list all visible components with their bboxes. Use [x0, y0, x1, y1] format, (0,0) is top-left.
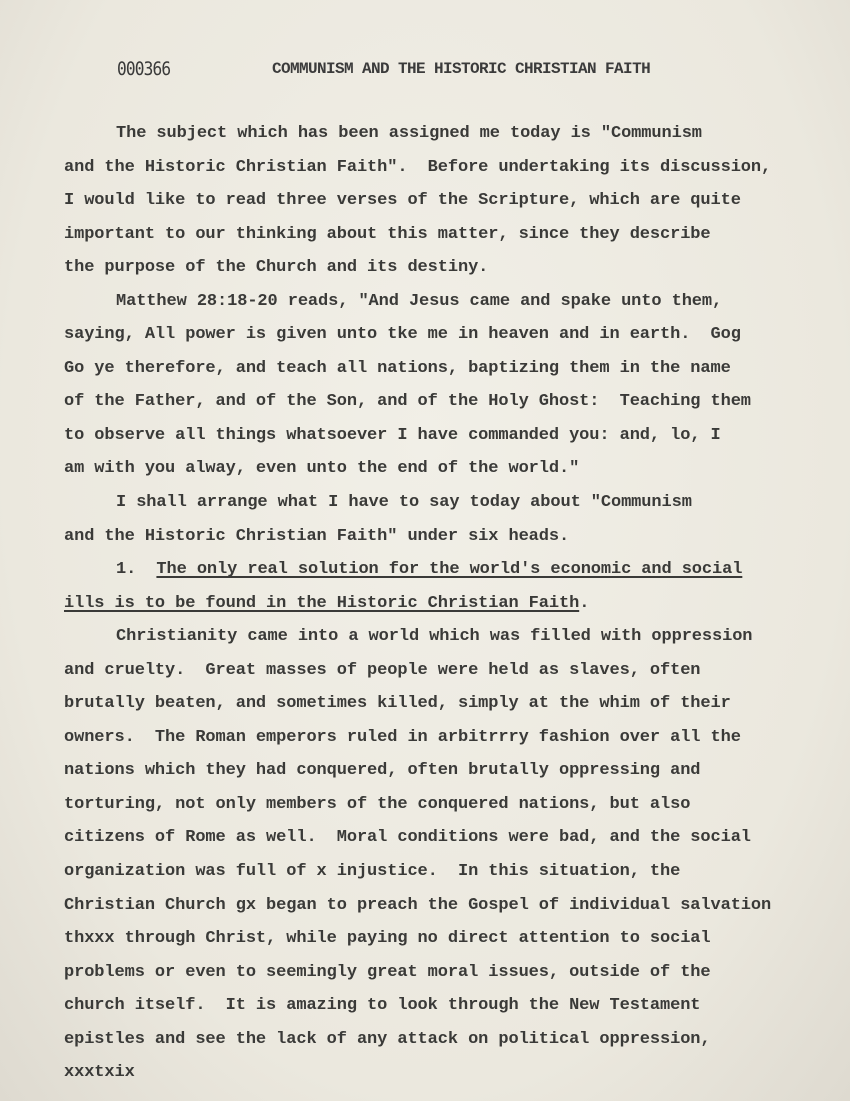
text-line	[64, 590, 824, 624]
text-line	[64, 1026, 824, 1060]
line-text: brutally beaten, and sometimes killed, simply at the whim of their	[64, 694, 731, 714]
text-line	[64, 154, 824, 188]
line-text: thxxx through Christ, while paying no direct attention to social	[64, 929, 711, 949]
line-text: I would like to read three verses of the Scripture, which are quite	[64, 191, 741, 211]
text-line	[64, 221, 824, 255]
text-line	[64, 187, 824, 221]
text-line	[64, 757, 824, 791]
text-line	[64, 925, 824, 959]
line-text: and cruelty. Great masses of people were held as slaves, often	[64, 660, 701, 680]
line-text: citizens of Rome as well. Moral conditions were bad, and the social	[64, 828, 751, 848]
line-text: epistles and see the lack of any attack on political oppression,	[64, 1029, 711, 1049]
line-text: nations which they had conquered, often brutally oppressing and	[64, 761, 701, 781]
document-title: COMMUNISM AND THE HISTORIC CHRISTIAN FAITH	[272, 60, 651, 78]
text-line	[64, 489, 824, 523]
text-line	[64, 791, 824, 825]
line-text: the purpose of the Church and its destiny.	[64, 258, 489, 278]
text-line	[64, 824, 824, 858]
text-line	[64, 355, 824, 389]
line-text: Matthew 28:18-20 reads, "And Jesus came and spake unto them,	[116, 291, 723, 311]
line-text: Go ye therefore, and teach all nations, baptizing them in the name	[64, 358, 731, 378]
text-line	[64, 254, 824, 288]
line-text: Christianity came into a world which was filled with oppression	[116, 627, 753, 647]
document-id: 000366	[117, 58, 171, 80]
line-text: owners. The Roman emperors ruled in arbitrrry fashion over all the	[64, 727, 741, 747]
line-text: problems or even to seemingly great moral issues, outside of the	[64, 962, 711, 982]
text-line	[64, 959, 824, 993]
text-line	[64, 992, 824, 1026]
line-text: am with you alway, even unto the end of the world."	[64, 459, 580, 479]
line-text: and the Historic Christian Faith". Before undertaking its discussion,	[64, 157, 772, 177]
line-text: xxxtxix	[64, 1063, 135, 1083]
line-text: I shall arrange what I have to say today about "Communism	[116, 493, 692, 513]
text-line	[64, 623, 824, 657]
text-line	[64, 858, 824, 892]
text-line	[64, 724, 824, 758]
text-line	[64, 1059, 824, 1093]
line-text: to observe all things whatsoever I have commanded you: and, lo, I	[64, 425, 721, 445]
text-line	[64, 120, 824, 154]
line-text: torturing, not only members of the conquered nations, but also	[64, 794, 691, 814]
text-line	[64, 523, 824, 557]
underlined-heading: ills is to be found in the Historic Christian Faith	[64, 593, 580, 613]
line-text: The subject which has been assigned me today is "Communism	[116, 124, 702, 143]
text-line	[64, 556, 824, 590]
text-line	[64, 690, 824, 724]
text-line	[64, 422, 824, 456]
underlined-heading: The only real solution for the world's economic and social	[156, 560, 743, 580]
text-line	[64, 321, 824, 355]
text-line	[64, 892, 824, 926]
line-text: and the Historic Christian Faith" under six heads.	[64, 526, 570, 546]
document-body	[64, 120, 824, 1093]
line-text: Christian Church gx began to preach the Gospel of individual salvation	[64, 895, 772, 915]
line-text: church itself. It is amazing to look through the New Testament	[64, 996, 701, 1016]
text-line	[64, 288, 824, 322]
line-prefix: 1.	[116, 560, 157, 580]
line-text: organization was full of x injustice. In this situation, the	[64, 862, 681, 882]
text-line	[64, 657, 824, 691]
line-text: saying, All power is given unto tke me in heaven and in earth. Gog	[64, 325, 741, 345]
line-text: important to our thinking about this matter, since they describe	[64, 224, 711, 244]
line-text: of the Father, and of the Son, and of the Holy Ghost: Teaching them	[64, 392, 751, 412]
line-suffix: .	[579, 593, 590, 613]
text-line	[64, 455, 824, 489]
text-line	[64, 388, 824, 422]
